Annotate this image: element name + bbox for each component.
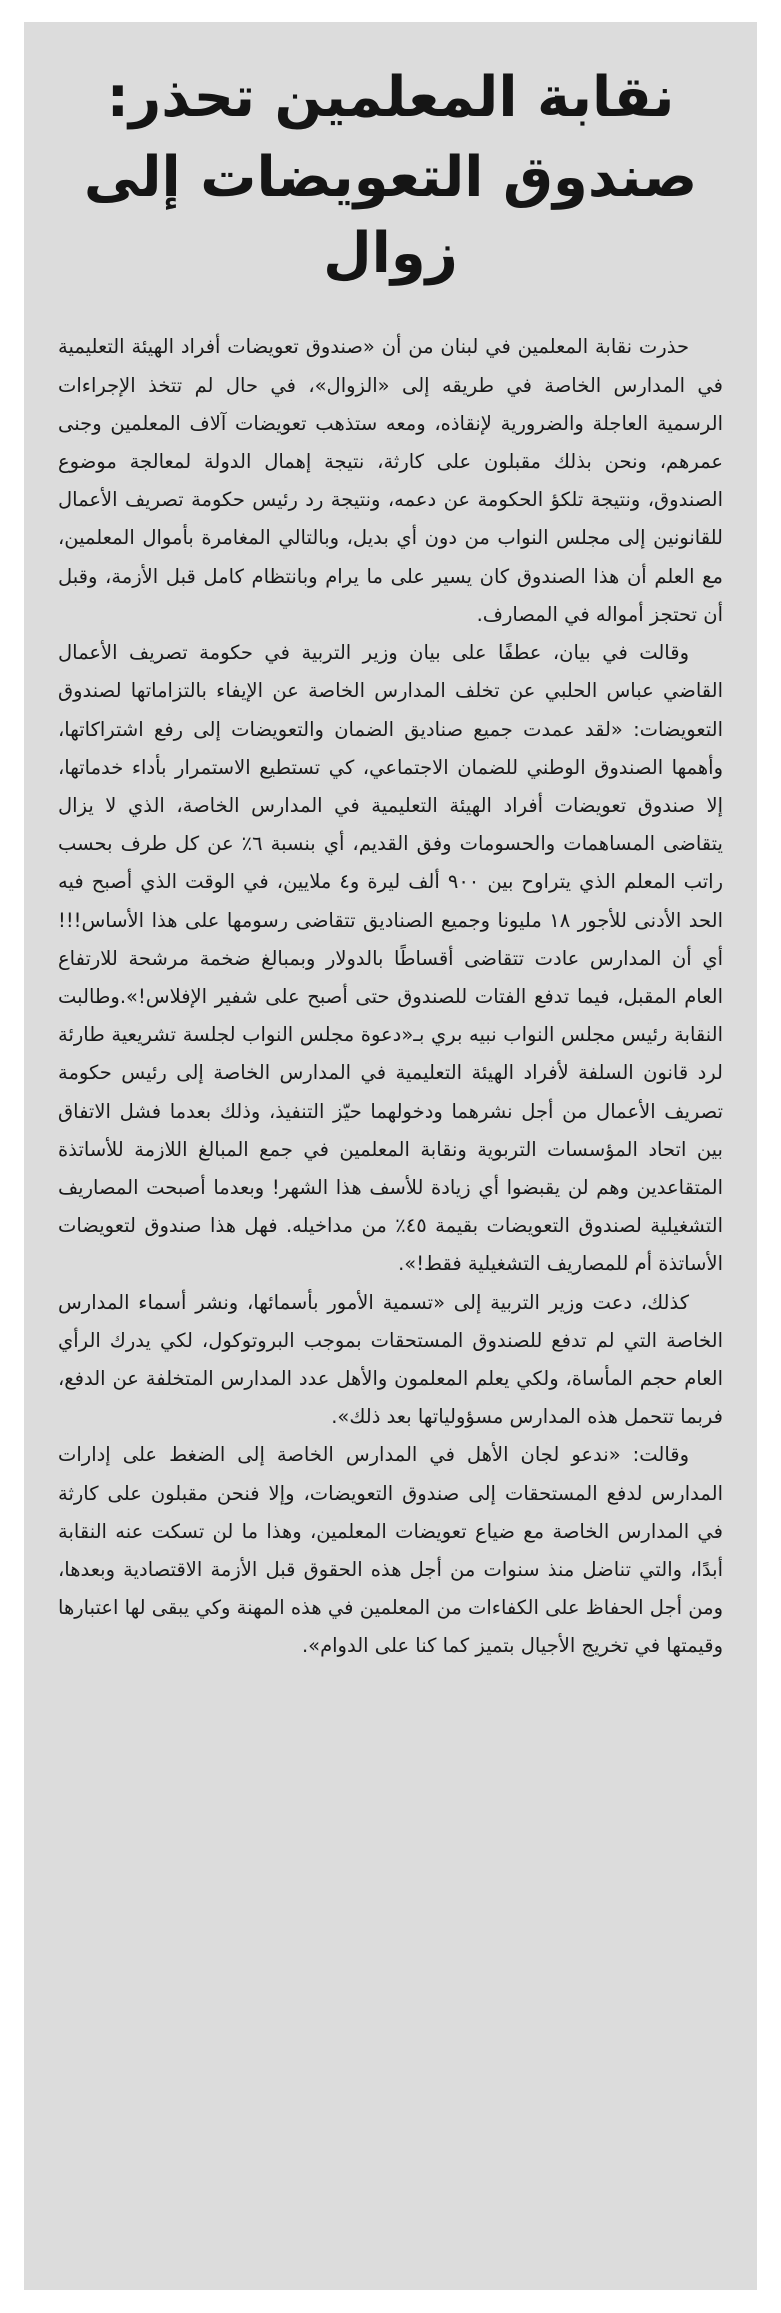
article-paragraph-4: وقالت: «ندعو لجان الأهل في المدارس الخاصة إلى الضغط على إدارات المدارس لدفع المستحقات إلى صندوق التعويضات، وإلا فنحن مقبلون على كارثة في المدارس الخاصة مع ضياع تعويضات المعلمين، وهذا ما لن تسكت عنه النقابة أبدًا، والتي تناضل منذ سنوات من أجل هذه الحقوق قبل الأزمة الاقتصادية وبعدها، ومن أجل الحفاظ على الكفاءات من المعلمين في هذه المهنة وكي يبقى لها اعتبارها وقيمتها في تخريج الأجيال بتميز كما كنا على الدوام».	[58, 1443, 723, 1658]
newspaper-clipping	[24, 22, 757, 2290]
article-paragraph-2: وقالت في بيان، عطفًا على بيان وزير التربية في حكومة تصريف الأعمال القاضي عباس الحلبي عن تخلف المدارس الخاصة عن الإيفاء بالتزاماتها لصندوق التعويضات: «لقد عمدت جميع صناديق الضمان والتعويضات إلى رفع اشتراكاتها، وأهمها الصندوق الوطني للضمان الاجتماعي، كي تستطيع الاستمرار بأداء خدماتها، إلا صندوق تعويضات أفراد الهيئة التعليمية في المدارس الخاصة، الذي لا يزال يتقاضى المساهمات والحسومات وفق القديم، أي بنسبة ٦٪ عن كل طرف بحسب راتب المعلم الذي يتراوح بين ٩٠٠ ألف ليرة و٤ ملايين، في الوقت الذي أصبح فيه الحد الأدنى للأجور ١٨ مليونا وجميع الصناديق تتقاضى رسومها على هذا الأساس!!! أي أن المدارس عادت تتقاضى أقساطًا بالدولار وبمبالغ ضخمة مرشحة للارتفاع العام المقبل، فيما تدفع الفتات للصندوق حتى أصبح على شفير الإفلاس!».وطالبت النقابة رئيس مجلس النواب نبيه بري بـ«دعوة مجلس النواب لجلسة تشريعية طارئة لرد قانون السلفة لأفراد الهيئة التعليمية في المدارس الخاصة إلى رئيس حكومة تصريف الأعمال من أجل نشرهما ودخولهما حيّز التنفيذ، وذلك بعدما فشل الاتفاق بين اتحاد المؤسسات التربوية ونقابة المعلمين في جمع المبالغ اللازمة للأساتذة المتقاعدين وهم لن يقبضوا أي زيادة للأسف هذا الشهر! وبعدما أصبحت المصاريف التشغيلية لصندوق التعويضات بقيمة ٤٥٪ من مداخيله. فهل هذا صندوق لتعويضات الأساتذة أم للمصاريف التشغيلية فقط!».	[58, 641, 724, 1276]
article-paragraph-3: كذلك، دعت وزير التربية إلى «تسمية الأمور بأسمائها، ونشر أسماء المدارس الخاصة التي لم تدفع للصندوق المستحقات بموجب البروتوكول، لكي يدرك الرأي العام حجم المأساة، ولكي يعلم المعلمون والأهل عدد المدارس المتخلفة عن الدفع، فربما تتحمل هذه المدارس مسؤولياتها بعد ذلك».	[58, 1290, 723, 1429]
headline-line-1: نقابة المعلمين تحذر:	[106, 65, 675, 130]
article-body	[58, 328, 723, 1665]
article-paragraph-1: حذرت نقابة المعلمين في لبنان من أن «صندوق تعويضات أفراد الهيئة التعليمية في المدارس الخاصة في طريقه إلى «الزوال»، في حال لم تتخذ الإجراءات الرسمية العاجلة والضرورية لإنقاذه، ومعه ستذهب تعويضات آلاف المعلمين وجنى عمرهم، ونحن بذلك مقبلون على كارثة، نتيجة إهمال الدولة لمعالجة موضوع الصندوق، ونتيجة تلكؤ الحكومة عن دعمه، ونتيجة رد رئيس حكومة تصريف الأعمال للقانونين إلى مجلس النواب من دون أي بديل، وبالتالي المغامرة بأموال المعلمين، مع العلم أن هذا الصندوق كان يسير على ما يرام وبانتظام كامل قبل الأزمة، وقبل أن تحتجز أمواله في المصارف.	[58, 335, 723, 626]
headline-line-2: صندوق التعويضات إلى زوال	[83, 145, 698, 287]
